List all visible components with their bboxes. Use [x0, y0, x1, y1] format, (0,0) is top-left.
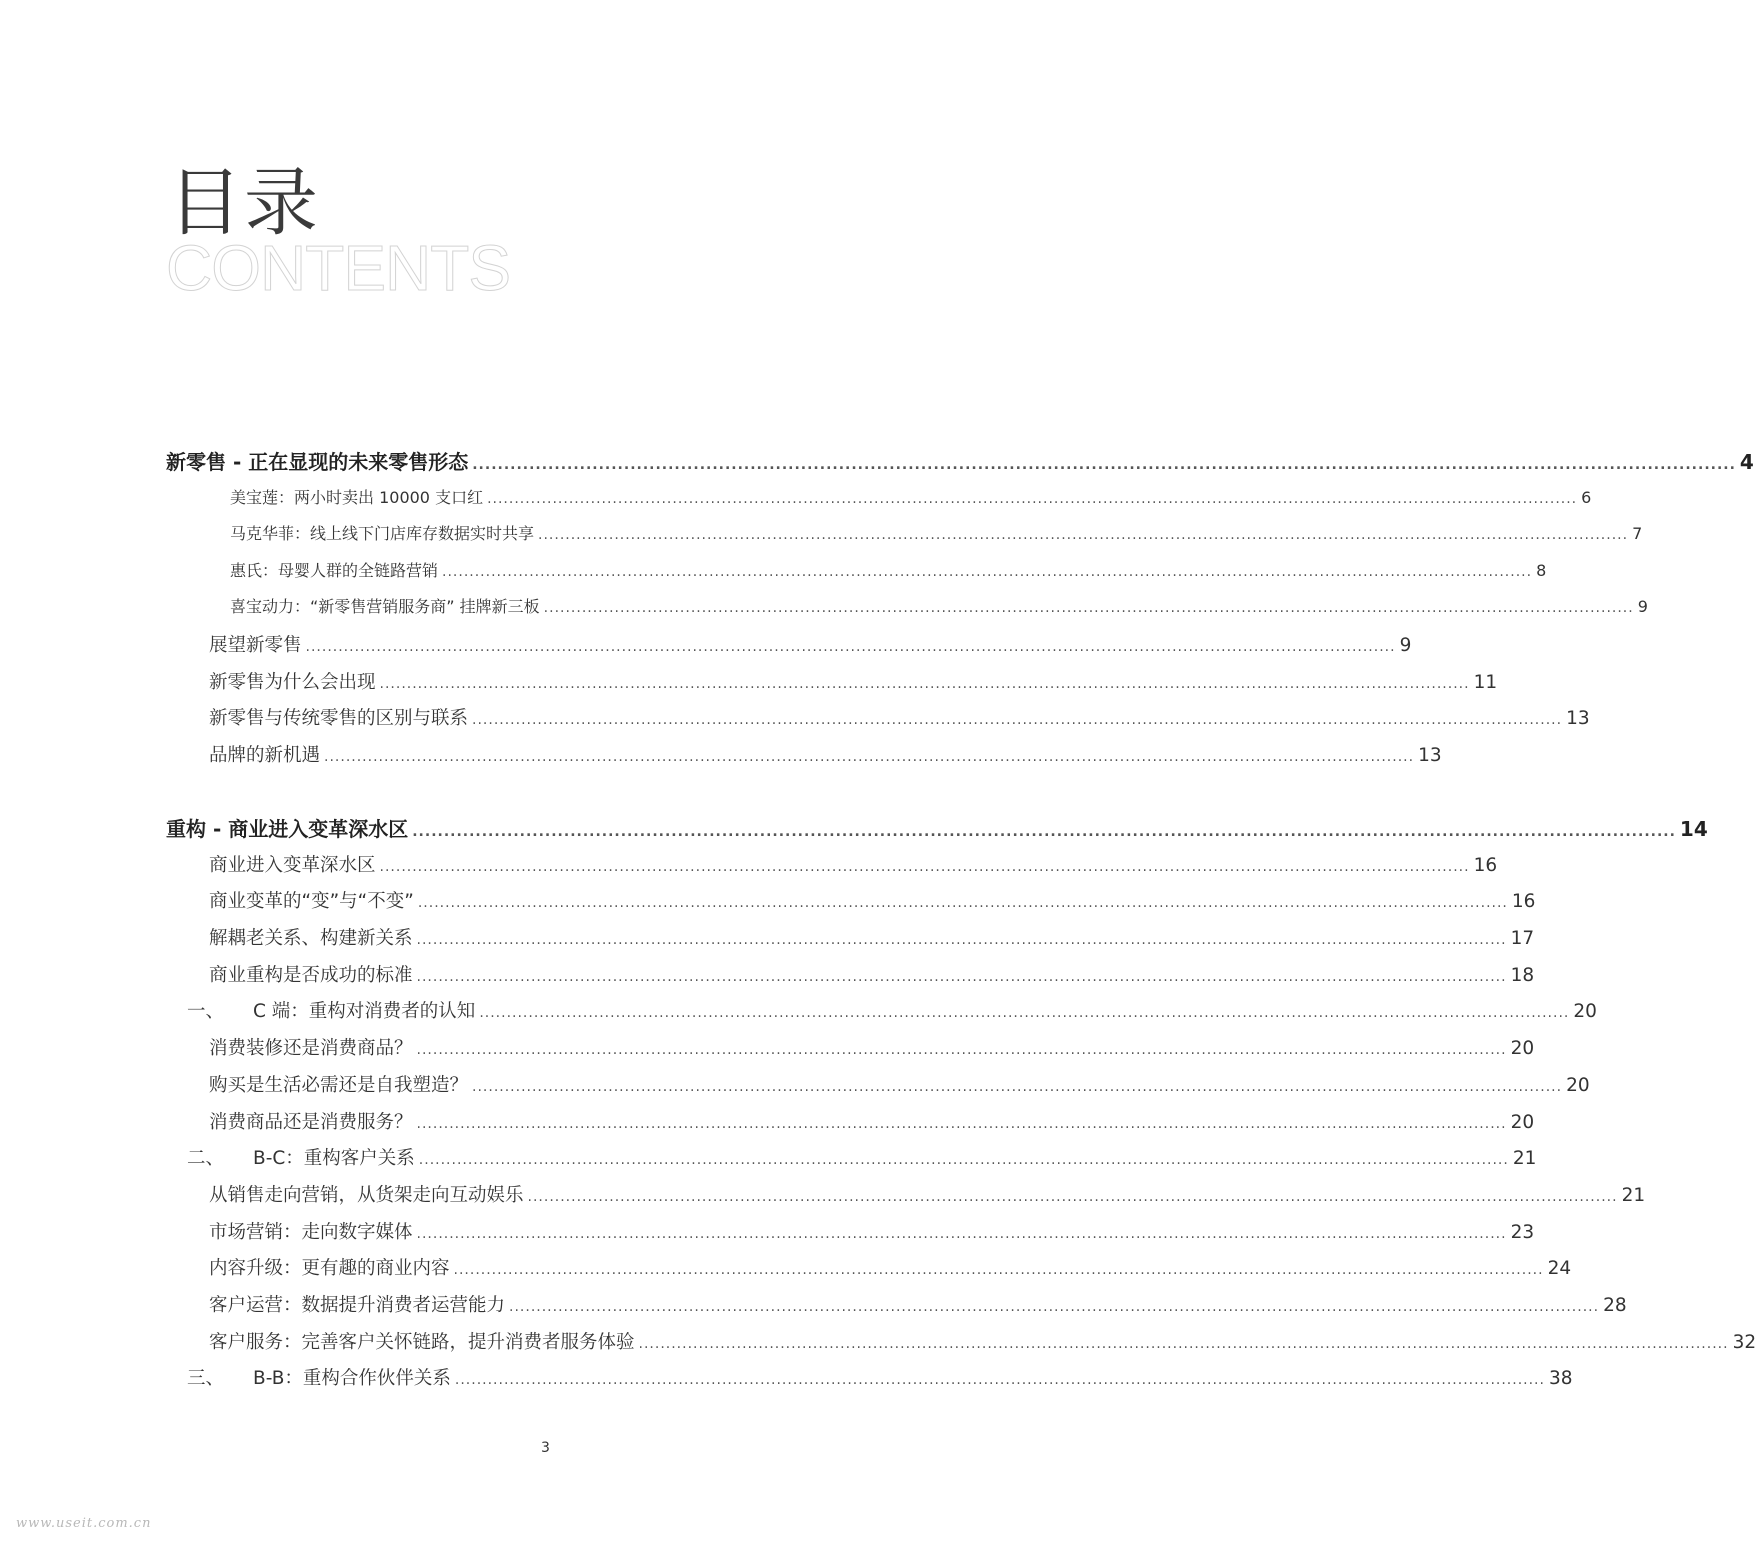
toc-leader-dots: ........................................................................................................................................................................................................ — [416, 1042, 1507, 1058]
contents-title-cn: 目录 — [168, 160, 320, 246]
toc-entry[interactable] — [230, 594, 1648, 617]
toc-entry-page: 24 — [1547, 1258, 1572, 1279]
toc-entry-title — [209, 1181, 524, 1207]
toc-leader-dots: ........................................................................................................................................................................................................ — [379, 676, 1470, 692]
toc-leader-dots: ........................................................................................................................................................................................................ — [472, 457, 1736, 473]
toc-leader-dots: ........................................................................................................................................................................................................ — [412, 824, 1676, 840]
toc-leader-dots: ........................................................................................................................................................................................................ — [416, 969, 1507, 985]
toc-entry-text: 美宝莲：两小时卖出 10000 支口红 — [230, 488, 484, 507]
toc-entry-title — [209, 1218, 413, 1244]
toc-entry-text: 解耦老关系、构建新关系 — [209, 928, 413, 949]
toc-entry-number: 一、 — [187, 1001, 225, 1022]
toc-entry-page: 17 — [1510, 928, 1535, 949]
toc-entry-text: 消费商品还是消费服务？ — [209, 1112, 413, 1133]
toc-entry-text: 商业变革的“变”与“不变” — [209, 891, 414, 912]
toc-entry[interactable] — [209, 741, 1442, 767]
toc-entry-text: B-C：重构客户关系 — [253, 1148, 415, 1169]
toc-entry-title — [209, 887, 414, 913]
toc-entry-text: 马克华菲：线上线下门店库存数据实时共享 — [230, 524, 535, 543]
toc-leader-dots: ........................................................................................................................................................................................................ — [638, 1336, 1729, 1352]
toc-leader-dots: ........................................................................................................................................................................................................ — [479, 1005, 1570, 1021]
toc-entry-page: 28 — [1603, 1295, 1627, 1316]
toc-entry-text: B-B：重构合作伙伴关系 — [253, 1368, 451, 1389]
toc-entry-page: 20 — [1573, 1001, 1597, 1022]
toc-entry-title — [230, 521, 534, 544]
toc-entry-title — [209, 1254, 450, 1280]
toc-entry-page: 20 — [1510, 1112, 1535, 1133]
toc-leader-dots: ........................................................................................................................................................................................................ — [543, 600, 1634, 616]
toc-entry-title — [209, 1034, 413, 1060]
toc-entry-text: 客户服务：完善客户关怀链路，提升消费者服务体验 — [209, 1332, 635, 1353]
toc-leader-dots: ........................................................................................................................................................................................................ — [416, 1116, 1507, 1132]
toc-entry-page: 14 — [1679, 817, 1708, 841]
toc-entry-title — [209, 631, 302, 657]
toc-entry[interactable] — [187, 1364, 1573, 1390]
toc-leader-dots: ........................................................................................................................................................................................................ — [509, 1299, 1600, 1315]
toc-entry-number: 二、 — [187, 1148, 225, 1169]
toc-entry-page: 32 — [1732, 1332, 1756, 1353]
toc-entry-text: 重构 - 商业进入变革深水区 — [166, 817, 409, 841]
toc-entry[interactable] — [209, 1071, 1590, 1097]
toc-entry[interactable] — [230, 521, 1643, 544]
toc-entry-title — [187, 1144, 415, 1170]
toc-leader-dots: ........................................................................................................................................................................................................ — [527, 1189, 1618, 1205]
toc-entry-page: 7 — [1632, 524, 1643, 543]
toc-leader-dots: ........................................................................................................................................................................................................ — [454, 1372, 1545, 1388]
toc-entry[interactable] — [209, 1291, 1627, 1317]
toc-leader-dots: ........................................................................................................................................................................................................ — [453, 1262, 1544, 1278]
toc-entry-text: 消费装修还是消费商品？ — [209, 1038, 413, 1059]
toc-entry-page: 20 — [1510, 1038, 1535, 1059]
toc-entry[interactable] — [209, 1254, 1572, 1280]
toc-entry[interactable] — [209, 924, 1535, 950]
page-number: 3 — [541, 1440, 550, 1456]
toc-entry-title — [230, 594, 540, 617]
toc-leader-dots: ........................................................................................................................................................................................................ — [472, 712, 1563, 728]
toc-entry-title — [166, 813, 408, 842]
toc-entry-page: 20 — [1566, 1075, 1590, 1096]
toc-entry-text: 市场营销：走向数字媒体 — [209, 1222, 413, 1243]
toc-entry[interactable] — [209, 704, 1590, 730]
toc-leader-dots: ........................................................................................................................................................................................................ — [487, 491, 1578, 507]
toc-entry-title — [187, 1364, 451, 1390]
toc-entry-text: 商业进入变革深水区 — [209, 855, 376, 876]
toc-entry[interactable] — [209, 1328, 1756, 1354]
toc-leader-dots: ........................................................................................................................................................................................................ — [305, 639, 1396, 655]
toc-entry-text: C 端：重构对消费者的认知 — [253, 1001, 476, 1022]
toc-entry-page: 23 — [1510, 1222, 1535, 1243]
toc-entry-page: 21 — [1512, 1148, 1537, 1169]
toc-entry-title — [209, 924, 413, 950]
toc-leader-dots: ........................................................................................................................................................................................................ — [416, 932, 1507, 948]
toc-leader-dots: ........................................................................................................................................................................................................ — [417, 895, 1508, 911]
toc-leader-dots: ........................................................................................................................................................................................................ — [472, 1079, 1563, 1095]
toc-entry-page: 16 — [1473, 855, 1498, 876]
contents-title-en: CONTENTS — [166, 232, 510, 304]
toc-entry-title — [209, 668, 376, 694]
toc-entry-title — [230, 485, 483, 508]
toc-entry-text: 惠氏：母婴人群的全链路营销 — [230, 561, 439, 580]
toc-entry-page: 16 — [1511, 891, 1536, 912]
toc-entry-page: 38 — [1548, 1368, 1573, 1389]
toc-entry[interactable] — [230, 485, 1592, 508]
toc-entry[interactable] — [230, 558, 1547, 581]
toc-leader-dots: ........................................................................................................................................................................................................ — [442, 564, 1533, 580]
toc-entry[interactable] — [209, 1034, 1535, 1060]
toc-entry-title — [209, 741, 320, 767]
toc-entry-title — [209, 851, 376, 877]
toc-entry[interactable] — [209, 631, 1412, 657]
toc-entry-title — [209, 704, 468, 730]
toc-entry-title — [230, 558, 438, 581]
toc-leader-dots: ........................................................................................................................................................................................................ — [418, 1152, 1509, 1168]
toc-leader-dots: ........................................................................................................................................................................................................ — [416, 1226, 1507, 1242]
toc-entry[interactable] — [209, 1181, 1646, 1207]
toc-entry-page: 6 — [1581, 488, 1592, 507]
toc-entry[interactable] — [209, 887, 1536, 913]
toc-leader-dots: ........................................................................................................................................................................................................ — [324, 749, 1415, 765]
toc-leader-dots: ........................................................................................................................................................................................................ — [538, 527, 1629, 543]
toc-entry-text: 新零售与传统零售的区别与联系 — [209, 708, 469, 729]
toc-entry-page: 11 — [1473, 672, 1498, 693]
toc-entry-text: 品牌的新机遇 — [209, 745, 321, 766]
toc-entry-text: 商业重构是否成功的标准 — [209, 965, 413, 986]
toc-entry[interactable] — [166, 813, 1708, 842]
toc-entry-page: 13 — [1418, 745, 1442, 766]
toc-entry-number: 三、 — [187, 1368, 225, 1389]
toc-entry-text: 购买是生活必需还是自我塑造？ — [209, 1075, 469, 1096]
toc-entry-page: 21 — [1621, 1185, 1646, 1206]
toc-entry-text: 内容升级：更有趣的商业内容 — [209, 1258, 450, 1279]
toc-entry-text: 新零售 - 正在显现的未来零售形态 — [166, 450, 469, 474]
toc-entry-page: 9 — [1637, 597, 1648, 616]
toc-entry-text: 从销售走向营销，从货架走向互动娱乐 — [209, 1185, 524, 1206]
toc-entry-title — [166, 446, 468, 475]
toc-entry-text: 喜宝动力：“新零售营销服务商” 挂牌新三板 — [230, 597, 540, 616]
toc-entry-page: 8 — [1536, 561, 1547, 580]
toc-entry[interactable] — [209, 961, 1535, 987]
toc-entry[interactable] — [209, 1108, 1535, 1134]
toc-entry-title — [209, 1291, 505, 1317]
toc-entry-page: 18 — [1510, 965, 1535, 986]
toc-entry-title — [209, 961, 413, 987]
toc-entry-title — [209, 1328, 635, 1354]
toc-entry[interactable] — [209, 851, 1498, 877]
toc-entry-page: 13 — [1566, 708, 1590, 729]
watermark: www.useit.com.cn — [16, 1516, 152, 1531]
toc-entry-text: 新零售为什么会出现 — [209, 672, 376, 693]
toc-entry[interactable] — [187, 1144, 1537, 1170]
toc-entry-page: 4 — [1739, 450, 1754, 474]
toc-entry-text: 展望新零售 — [209, 635, 302, 656]
toc-entry[interactable] — [209, 668, 1498, 694]
toc-entry-title — [187, 997, 475, 1023]
toc-entry[interactable] — [166, 446, 1754, 475]
toc-entry-page: 9 — [1399, 635, 1412, 656]
toc-entry-title — [209, 1071, 468, 1097]
toc-leader-dots: ........................................................................................................................................................................................................ — [379, 859, 1470, 875]
toc-entry[interactable] — [209, 1218, 1535, 1244]
toc-entry-title — [209, 1108, 413, 1134]
toc-entry-text: 客户运营：数据提升消费者运营能力 — [209, 1295, 506, 1316]
toc-entry[interactable] — [187, 997, 1597, 1023]
